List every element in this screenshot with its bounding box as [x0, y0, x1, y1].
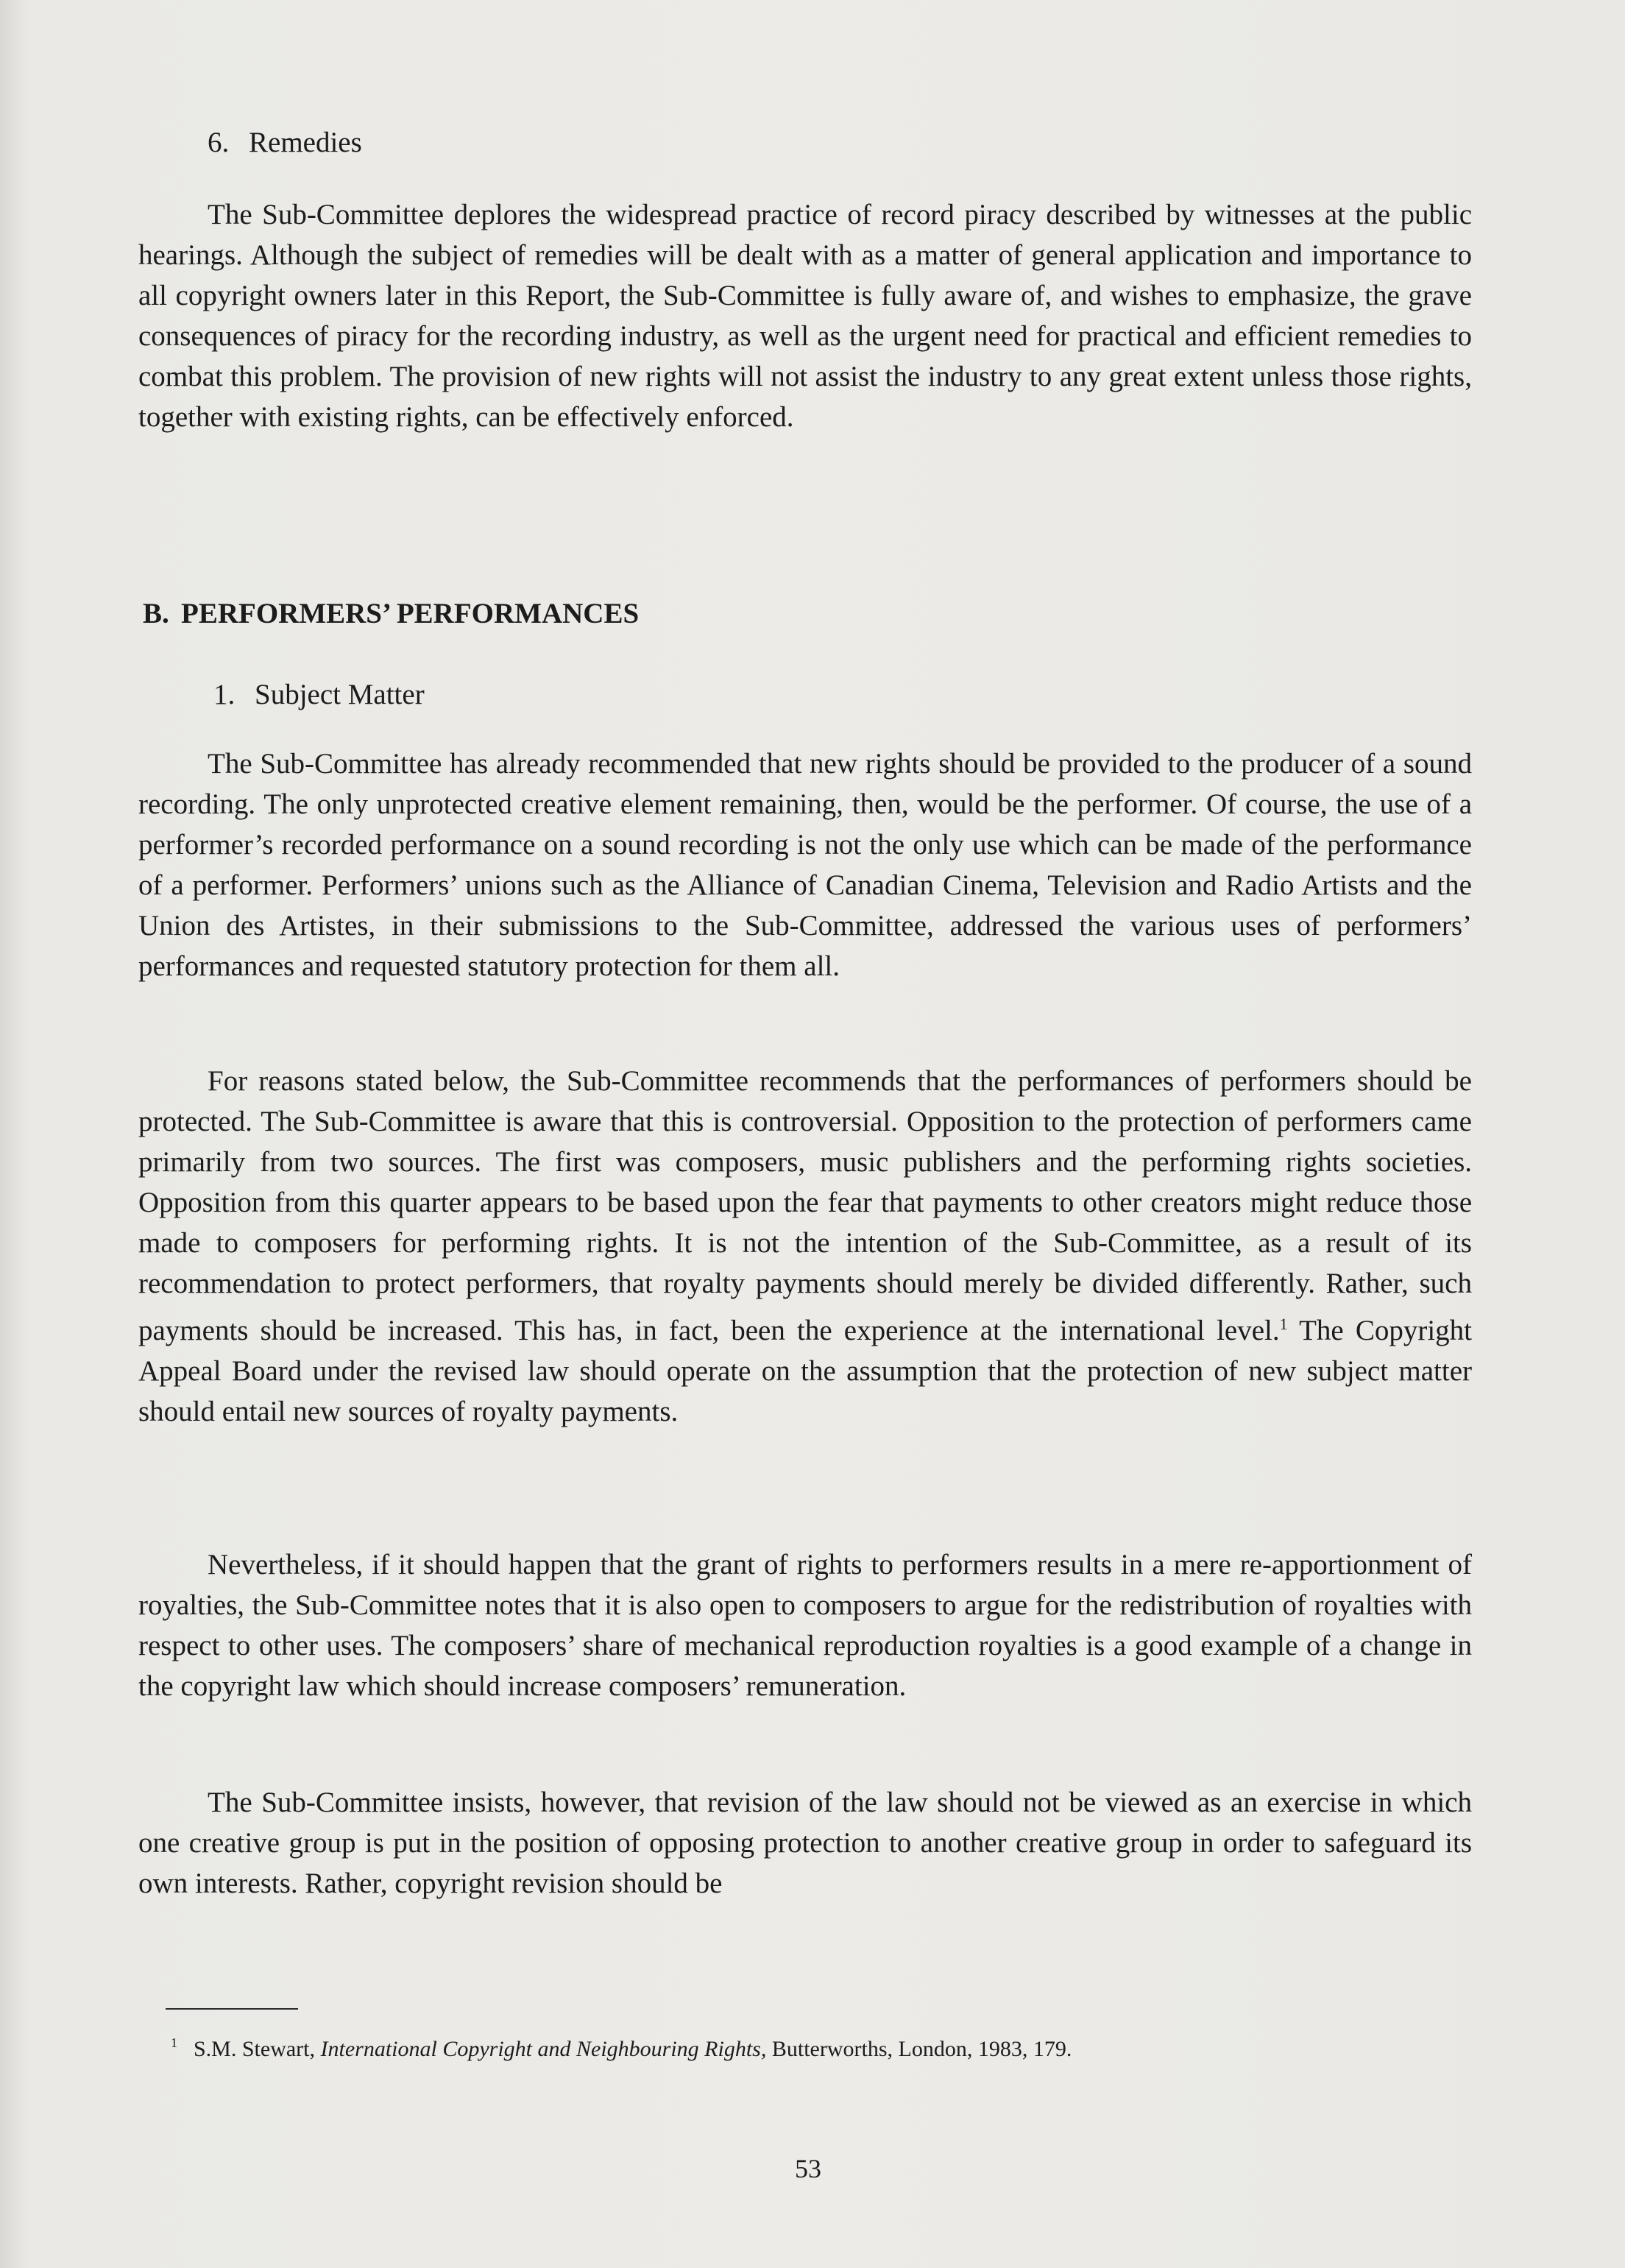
paragraph-2-text: For reasons stated below, the Sub-Committee recommends that the performances of performers should be protected. The Sub-Committee is aware that this is controversial. Opposition to the protection of performers came primarily from two sources. The first was composers, music publishers and the performing rights societies. Opposition from this quarter appears to be based upon the fear that payments to other creators might reduce those made to composers for performing rights. It is not the intention of the Sub-Committee, as a result of its recommendation to protect performers, that royalty payments should merely be divided differently. Rather, such payments should be increased. This has, in fact, been the experience at the international level.	[138, 1065, 1472, 1346]
paragraph-1-text: The Sub-Committee has already recommended that new rights should be provided to the producer of a sound recording. The only unprotected creative element remaining, then, would be the performer. Of course, the use of a performer’s recorded performance on a sound recording is not the only use which can be made of the performance of a performer. Performers’ unions such as the Alliance of Canadian Cinema, Television and Radio Artists and the Union des Artistes, in their submissions to the Sub-Committee, addressed the various uses of performers’ performances and requested statutory protection for them all.	[138, 748, 1472, 982]
subject-matter-paragraph-3	[138, 1544, 1472, 1706]
remedies-title: Remedies	[249, 127, 362, 158]
subject-matter-paragraph-2	[138, 1061, 1472, 1432]
footnote-marker: 1	[171, 2035, 177, 2050]
subject-matter-paragraph-1	[138, 743, 1472, 986]
remedies-number: 6.	[208, 127, 230, 158]
footnote-author: S.M. Stewart,	[194, 2037, 315, 2061]
footnote-reference: 1	[1279, 1315, 1288, 1333]
subject-matter-paragraph-4	[138, 1782, 1472, 1904]
page-number: 53	[795, 2154, 821, 2183]
subject-matter-title: Subject Matter	[255, 679, 425, 710]
paragraph-3-text: Nevertheless, if it should happen that the grant of rights to performers results in a mere re-apportionment of royalties, the Sub-Committee notes that it is also open to composers to argue for the redistribution of royalties with respect to other uses. The composers’ share of mechanical reproduction royalties is a good example of a change in the copyright law which should increase composers’ remuneration.	[138, 1549, 1472, 1702]
footnote	[171, 2036, 1072, 2060]
footnote-title: International Copyright and Neighbouring Rights,	[320, 2037, 767, 2061]
paragraph-4-text: The Sub-Committee insists, however, that revision of the law should not be viewed as an exercise in which one creative group is put in the position of opposing protection to another creative group in order to safeguard its own interests. Rather, copyright revision should be	[138, 1787, 1472, 1899]
remedies-heading	[208, 128, 362, 157]
remedies-paragraph	[138, 194, 1472, 437]
paragraph-2-continuation: The Copyright Appeal Board under the revised law should operate on the assumption that the protection of new subject matter should entail new sources of royalty payments.	[138, 1315, 1472, 1427]
subject-matter-number: 1.	[213, 679, 236, 710]
subject-matter-heading	[213, 680, 425, 709]
footnote-rule	[166, 2008, 298, 2010]
remedies-paragraph-text: The Sub-Committee deplores the widespread practice of record piracy described by witnesses at the public hearings. Although the subject of remedies will be dealt with as a matter of general application and importance to all copyright owners later in this Report, the Sub-Committee is fully aware of, and wishes to emphasize, the grave consequences of piracy for the recording industry, as well as the urgent need for practical and efficient remedies to combat this problem. The provision of new rights will not assist the industry to any great extent unless those rights, together with existing rights, can be effectively enforced.	[138, 199, 1472, 433]
section-b-letter: B.	[143, 598, 169, 629]
footnote-publisher: Butterworths, London, 1983, 179.	[771, 2037, 1072, 2061]
section-b-title: PERFORMERS’ PERFORMANCES	[181, 598, 640, 629]
section-b-heading	[143, 599, 639, 628]
